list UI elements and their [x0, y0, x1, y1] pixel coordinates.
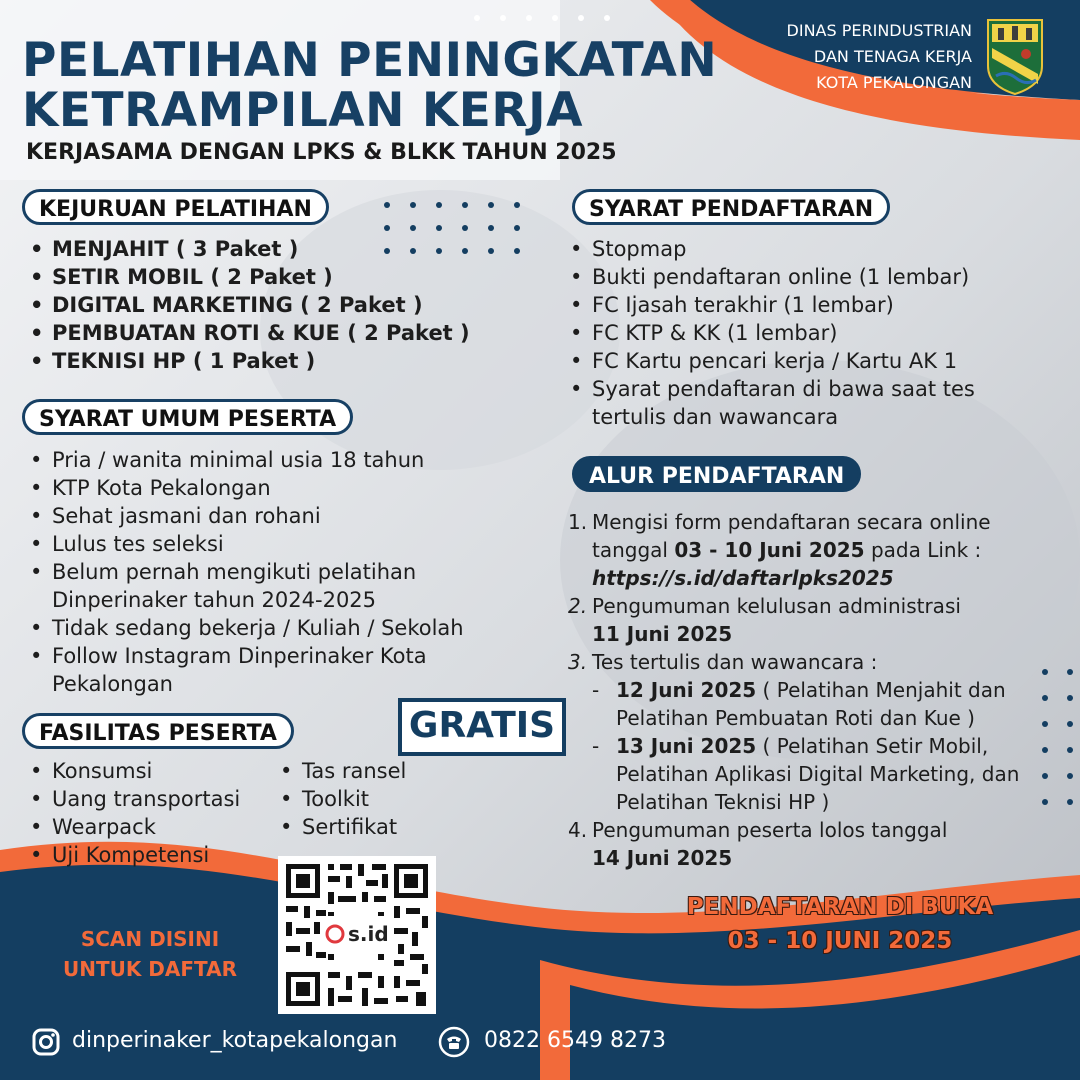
step-1	[568, 508, 1046, 592]
scan-label	[40, 924, 260, 984]
step-3b: - 13 Juni 2025 ( Pelatihan Setir Mobil, Pelatihan Aplikasi Digital Marketing, dan Pelatihan Teknisi HP )	[592, 734, 1020, 814]
title-line-1: PELATIHAN PENINGKATAN	[22, 33, 718, 88]
step-text: ( Pelatihan Menjahit dan Pelatihan Pembuatan Roti dan Kue )	[616, 678, 1006, 730]
step-date: 11 Juni 2025	[592, 622, 733, 646]
instagram-handle[interactable]: dinperinaker_kotapekalongan	[72, 1028, 398, 1053]
step-text: pada Link :	[864, 538, 982, 562]
gratis-badge	[398, 698, 566, 756]
city-crest-icon	[986, 18, 1044, 96]
step-date: 12 Juni 2025	[616, 678, 757, 702]
list-item: • Uang transportasi	[26, 785, 276, 813]
list-item: • DIGITAL MARKETING ( 2 Paket )	[26, 291, 496, 319]
step-text: tanggal	[592, 538, 675, 562]
section-heading-kejuruan: KEJURUAN PELATIHAN	[22, 189, 329, 225]
organization-name	[742, 18, 972, 96]
subtitle: KERJASAMA DENGAN LPKS & BLKK TAHUN 2025	[26, 140, 617, 165]
list-item: • Bukti pendaftaran online (1 lembar)	[566, 263, 1006, 291]
list-item: • FC Ijasah terakhir (1 lembar)	[566, 291, 1006, 319]
fasilitas-list-col2	[276, 757, 446, 841]
scan-line-2: UNTUK DAFTAR	[62, 957, 238, 981]
step-date: 14 Juni 2025	[592, 846, 733, 870]
step-3a: - 12 Juni 2025 ( Pelatihan Menjahit dan Pelatihan Pembuatan Roti dan Kue )	[592, 678, 1006, 730]
list-item: • Uji Kompetensi	[26, 841, 276, 869]
list-item: • Syarat pendaftaran di bawa saat tes tertulis dan wawancara	[566, 375, 1012, 431]
org-line-3: KOTA PEKALONGAN	[816, 73, 972, 92]
org-line-1: DINAS PERINDUSTRIAN	[786, 21, 972, 40]
registration-open	[640, 890, 1040, 958]
step-date-line	[592, 536, 1046, 564]
list-item: • Konsumsi	[26, 757, 276, 785]
section-heading-alur: ALUR PENDAFTARAN	[572, 456, 861, 492]
org-line-2: DAN TENAGA KERJA	[813, 47, 972, 66]
step-number: 2.	[568, 594, 588, 618]
list-item: • Stopmap	[566, 235, 1006, 263]
list-item: • Tas ransel	[276, 757, 446, 785]
list-item: • KTP Kota Pekalongan	[26, 474, 496, 502]
syarat-umum-list	[26, 446, 496, 698]
list-item: • Pria / wanita minimal usia 18 tahun	[26, 446, 496, 474]
alur-steps	[568, 508, 1046, 872]
step-number: 4.	[568, 818, 588, 842]
list-item: • FC Kartu pencari kerja / Kartu AK 1	[566, 347, 1006, 375]
step-text: Pengumuman peserta lolos tanggal	[592, 818, 948, 842]
scan-line-1: SCAN DISINI	[80, 927, 220, 951]
qr-code[interactable]	[278, 856, 436, 1014]
step-text: Mengisi form pendaftaran secara online	[592, 510, 991, 534]
list-item: • Toolkit	[276, 785, 446, 813]
section-heading-syarat-pendaftaran: SYARAT PENDAFTARAN	[572, 189, 890, 225]
section-heading-fasilitas: FASILITAS PESERTA	[22, 713, 294, 749]
step-date: 03 - 10 Juni 2025	[674, 538, 865, 562]
gratis-text: GRATIS	[408, 705, 556, 746]
registration-link[interactable]: https://s.id/daftarlpks2025	[592, 566, 894, 590]
step-2	[568, 592, 1046, 648]
phone-number[interactable]: 0822 6549 8273	[484, 1028, 666, 1053]
list-item: • SETIR MOBIL ( 2 Paket )	[26, 263, 496, 291]
step-text: ( Pelatihan Setir Mobil, Pelatihan Aplikasi Digital Marketing, dan Pelatihan Teknisi HP )	[616, 734, 1020, 814]
fasilitas-list-col1	[26, 757, 276, 869]
section-heading-syarat-umum: SYARAT UMUM PESERTA	[22, 399, 353, 435]
instagram-icon	[32, 1028, 60, 1056]
list-item: • TEKNISI HP ( 1 Paket )	[26, 347, 496, 375]
syarat-pendaftaran-list	[566, 235, 1006, 431]
step-text: Tes tertulis dan wawancara :	[592, 650, 878, 674]
list-item: • Sertifikat	[276, 813, 446, 841]
list-item: • Wearpack	[26, 813, 276, 841]
list-item: • Follow Instagram Dinperinaker Kota Pekalongan	[26, 642, 462, 698]
registration-open-line-2: 03 - 10 JUNI 2025	[727, 928, 953, 954]
step-text: Pengumuman kelulusan administrasi	[592, 594, 961, 618]
step-number: 1.	[568, 510, 588, 534]
step-date: 13 Juni 2025	[616, 734, 757, 758]
step-3	[568, 648, 1046, 816]
step-number: 3.	[568, 650, 588, 674]
list-item: • PEMBUATAN ROTI & KUE ( 2 Paket )	[26, 319, 496, 347]
list-item: • Lulus tes seleksi	[26, 530, 496, 558]
list-item: • Sehat jasmani dan rohani	[26, 502, 496, 530]
phone-icon	[438, 1026, 470, 1058]
list-item: • FC KTP & KK (1 lembar)	[566, 319, 1006, 347]
qr-label: s.id	[348, 922, 389, 946]
list-item: • Belum pernah mengikuti pelatihan Dinperinaker tahun 2024-2025	[26, 558, 452, 614]
registration-open-line-1: PENDAFTARAN DI BUKA	[686, 894, 994, 920]
kejuruan-list	[26, 235, 496, 375]
step-4	[568, 816, 1046, 872]
list-item: • Tidak sedang bekerja / Kuliah / Sekolah	[26, 614, 496, 642]
list-item: • MENJAHIT ( 3 Paket )	[26, 235, 496, 263]
title-line-2: KETRAMPILAN KERJA	[22, 83, 583, 138]
